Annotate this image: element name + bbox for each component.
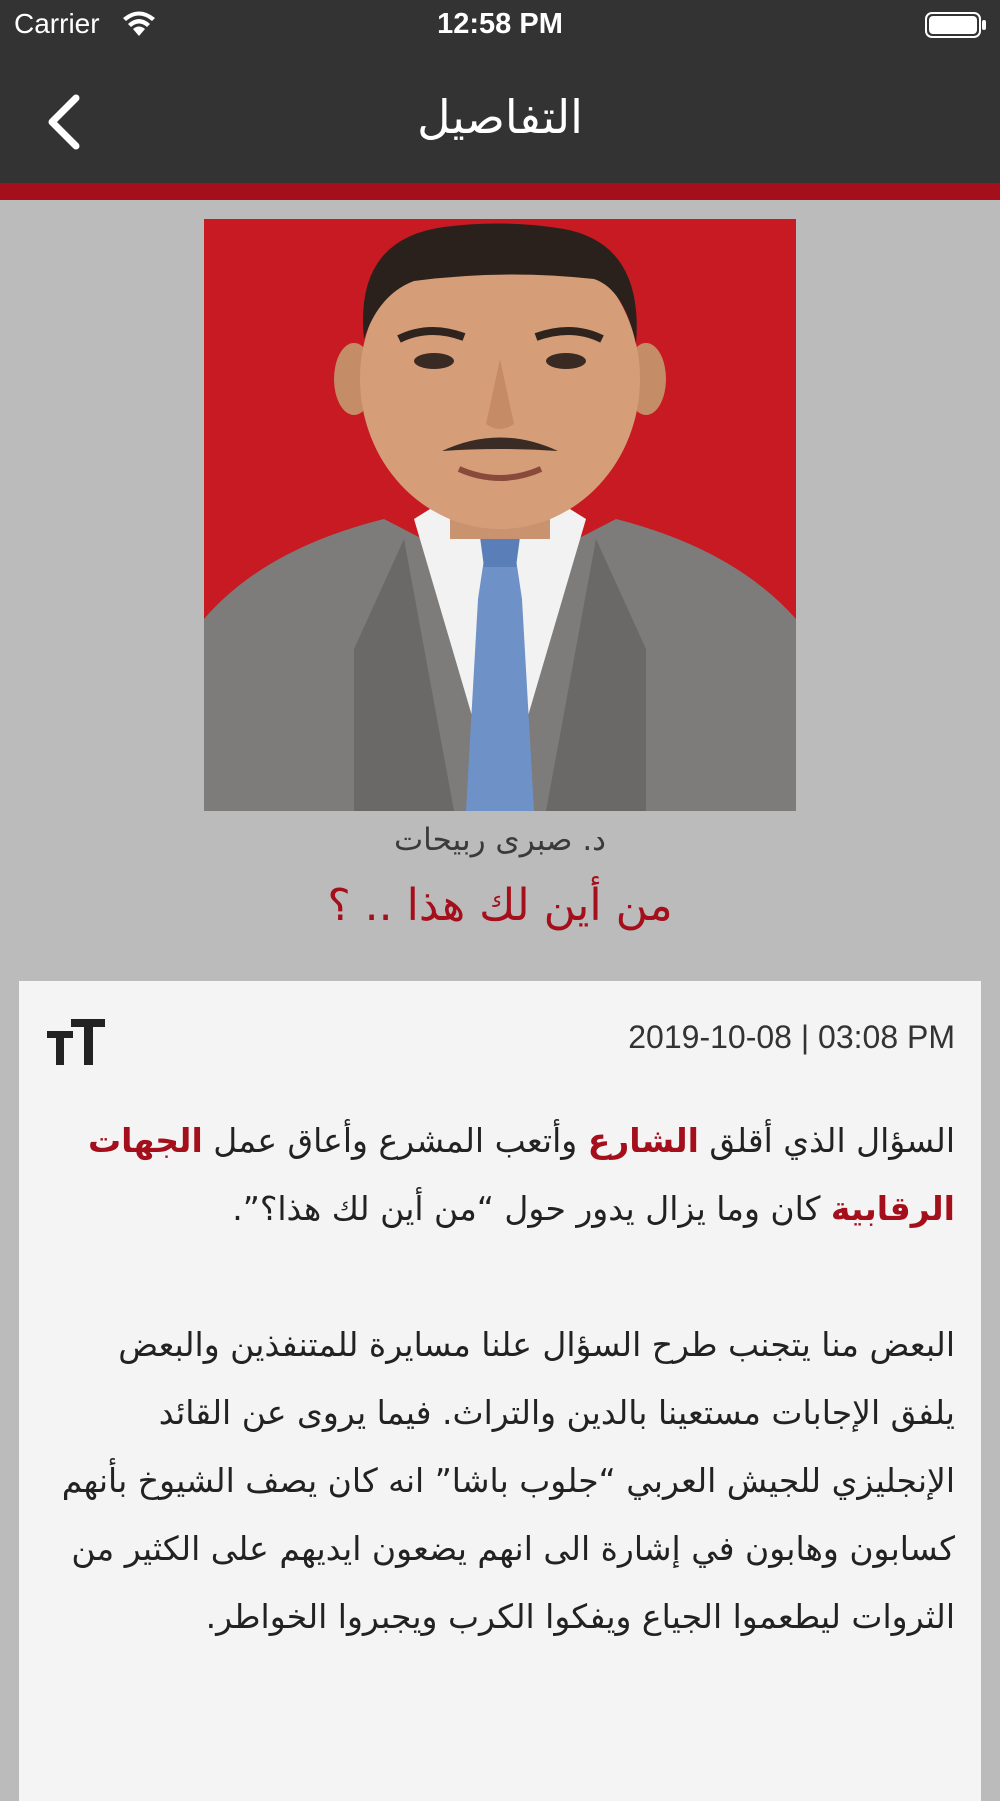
paragraph-text: كان وما يزال يدور حول “من أين لك هذا؟”. (232, 1189, 831, 1228)
status-bar (0, 0, 1000, 50)
author-name: د. صبرى ربيحات (393, 822, 606, 858)
keyword-link[interactable]: الجهات الرقابية (87, 1121, 955, 1228)
article-card (19, 981, 981, 1801)
keyword-link[interactable]: الشارع (587, 1121, 699, 1160)
article-title: من أين لك هذا .. ؟ (327, 880, 673, 931)
article-paragraph: البعض منا يتجنب طرح السؤال علنا مسايرة للمتنفذين والبعض يلفق الإجابات مستعينا بالدين والتراث. فيما يروى عن القائد الإنجليزي للجيش العربي “جلوب باشا” انه كان يصف الشيوخ بأنهم كسابون وهابون في إشارة الى انهم يضعون ايديهم على الكثير من الثروات ليطعموا الجياع ويفكوا الكرب ويجبروا الخواطر. (61, 1325, 955, 1636)
page-title: التفاصيل (417, 90, 583, 144)
article-body (57, 1107, 955, 1719)
navigation-bar (0, 50, 1000, 183)
paragraph-text: وأتعب المشرع وأعاق عمل (202, 1121, 588, 1160)
status-time: 12:58 PM (437, 8, 563, 40)
article-paragraph (57, 1107, 955, 1243)
author-portrait-illustration (204, 219, 796, 811)
text-size-icon[interactable] (47, 1017, 109, 1067)
battery-icon (925, 12, 987, 38)
carrier-label: Carrier (14, 8, 100, 39)
author-photo (204, 219, 796, 811)
paragraph-text: السؤال الذي أقلق (698, 1121, 955, 1160)
nav-accent-bar (0, 183, 1000, 200)
publish-date: 2019-10-08 | 03:08 PM (628, 1019, 955, 1055)
